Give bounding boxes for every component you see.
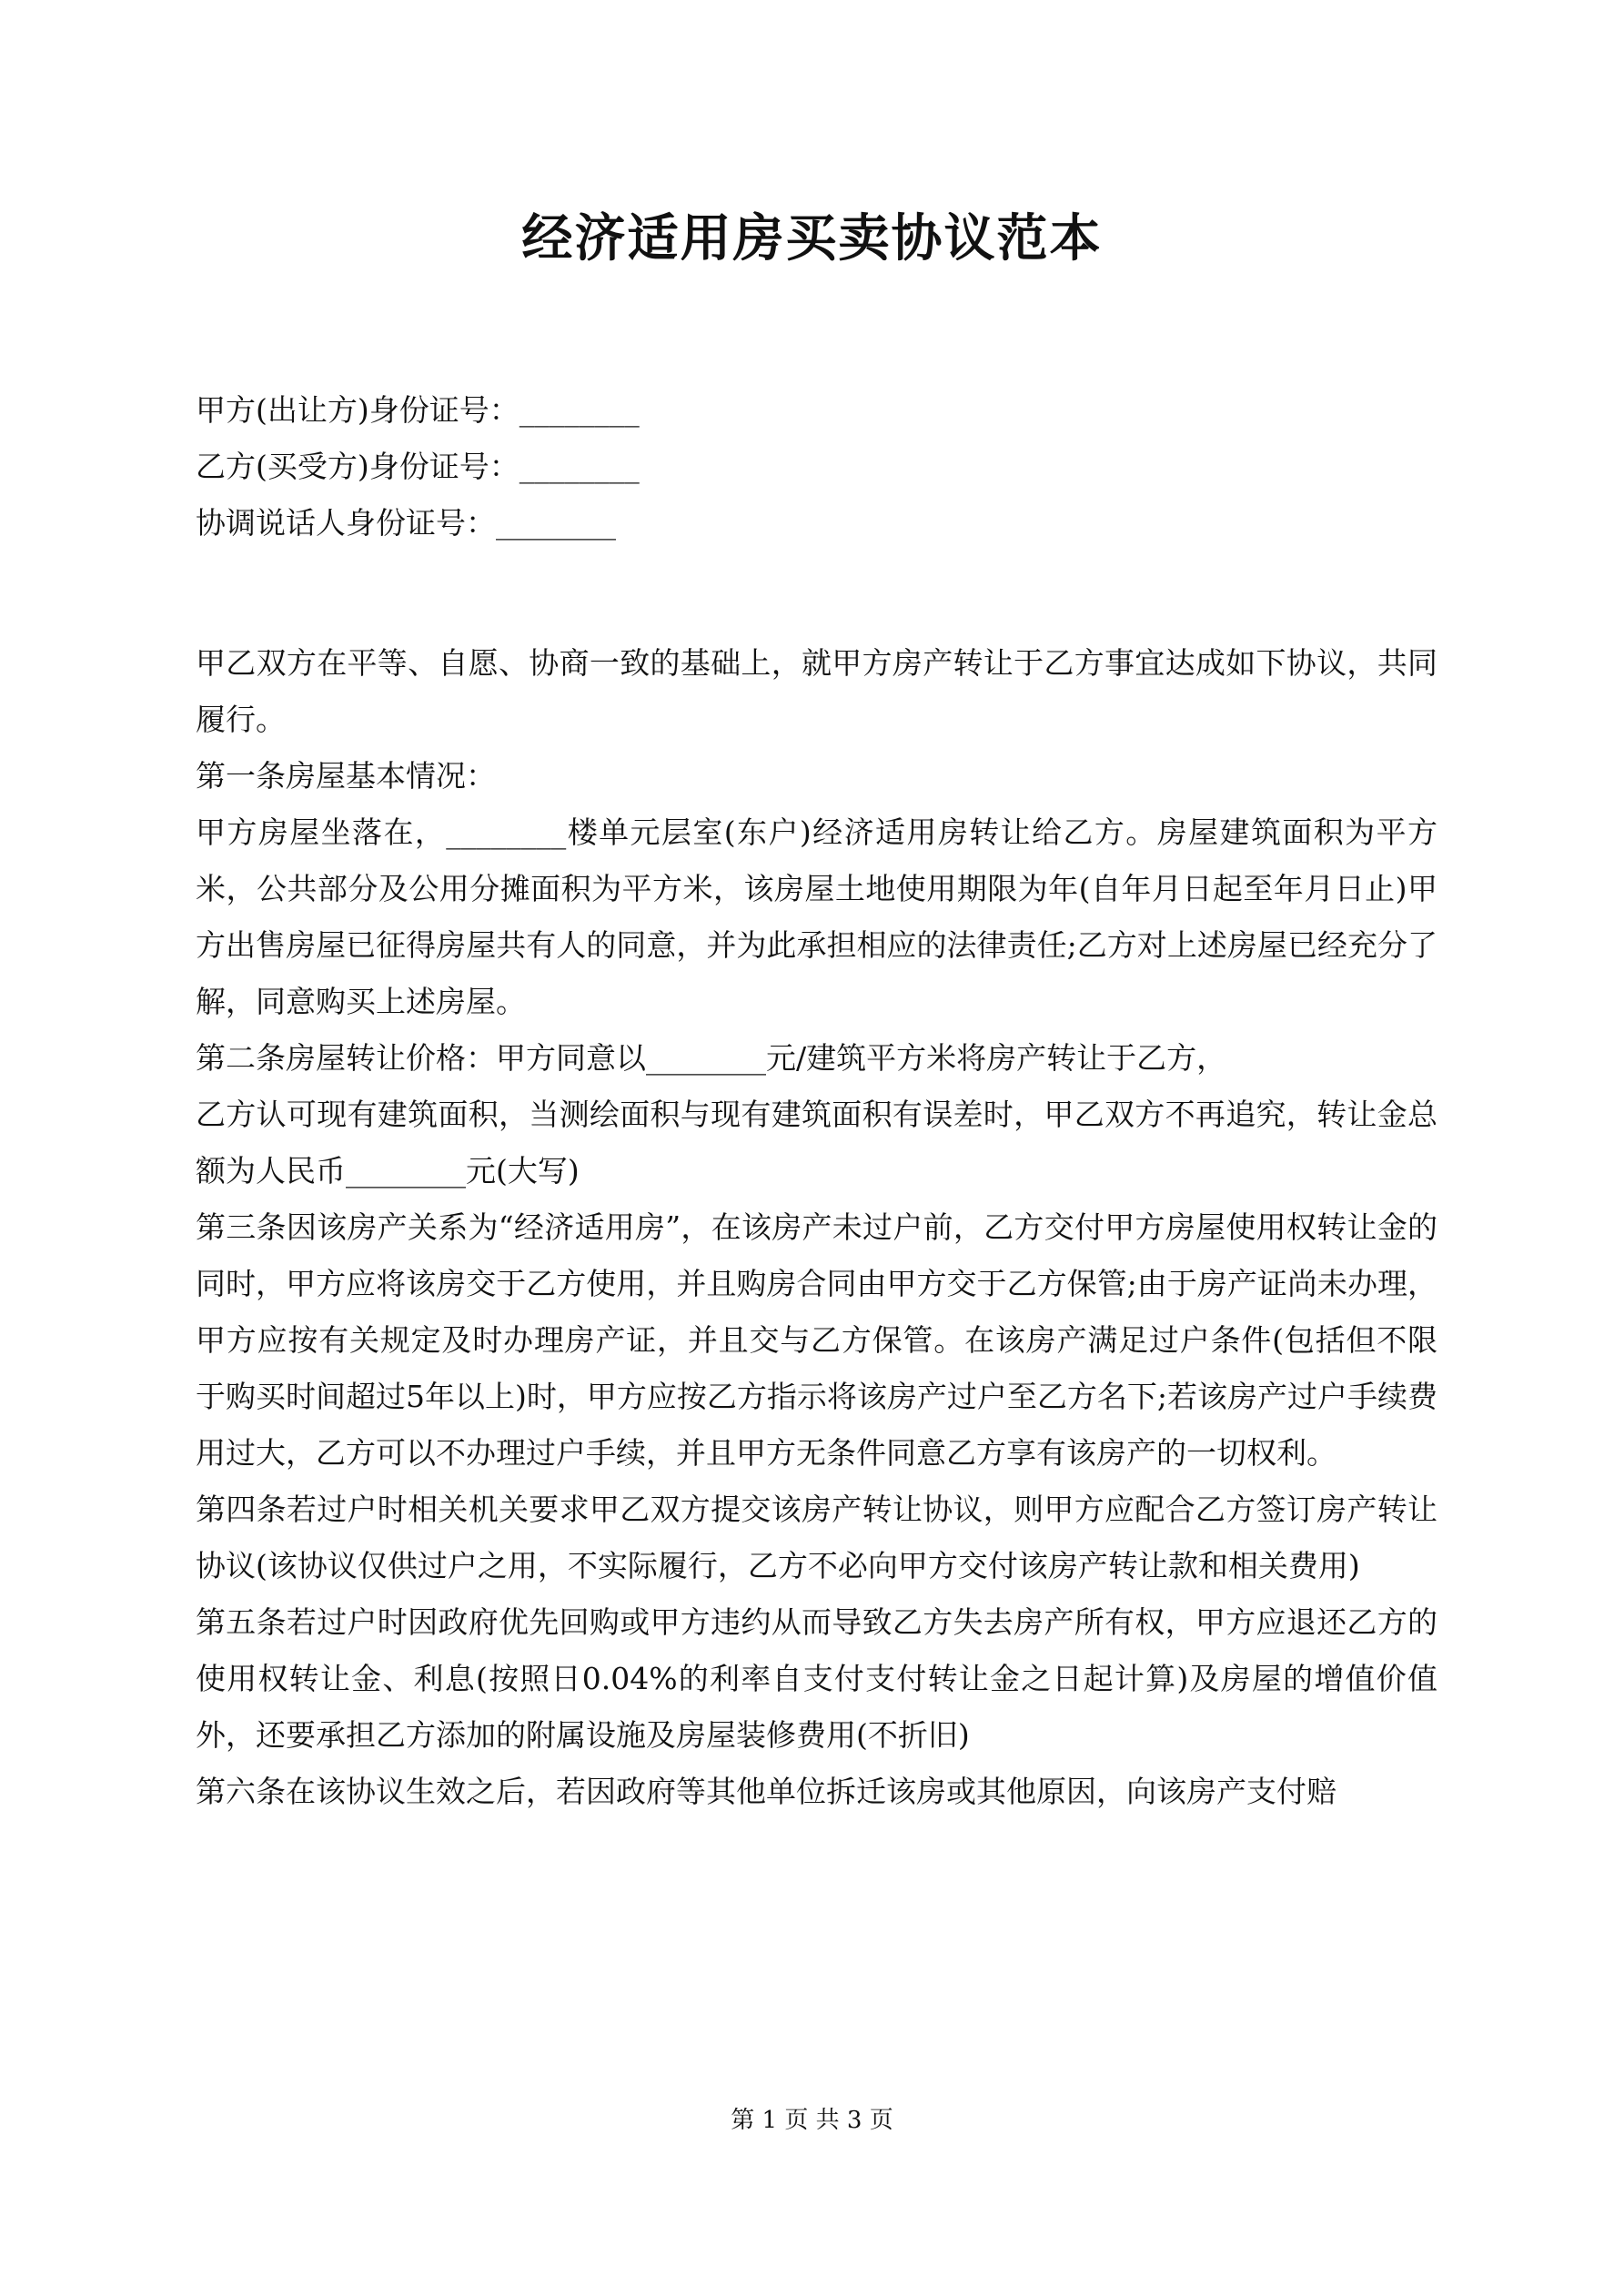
preamble-paragraph: 甲乙双方在平等、自愿、协商一致的基础上，就甲方房产转让于乙方事宜达成如下协议，共同履行。 <box>196 645 1437 737</box>
article-4-paragraph: 第四条若过户时相关机关要求甲乙双方提交该房产转让协议，则甲方应配合乙方签订房产转让协议(该协议仅供过户之用，不实际履行，乙方不必向甲方交付该房产转让款和相关费用) <box>196 1492 1437 1583</box>
party-a-id-line: 甲方(出让方)身份证号：________ <box>196 392 640 428</box>
article-2-paragraph: 第二条房屋转让价格：甲方同意以________元/建筑平方米将房产转让于乙方， <box>196 1040 1227 1076</box>
article-1-paragraph: 甲方房屋坐落在，________楼单元层室(东户)经济适用房转让给乙方。房屋建筑面积为平方米，公共部分及公用分摊面积为平方米，该房屋土地使用期限为年(自年月日起至年月日止)甲方出售房屋已征得房屋共有人的同意，并为此承担相应的法律责任;乙方对上述房屋已经充分了解，同意购买上述房屋。 <box>196 814 1437 1019</box>
agreement-body <box>196 635 1437 1820</box>
party-info-block <box>196 382 1469 551</box>
mediator-id-line: 协调说话人身份证号：________ <box>196 505 616 541</box>
article-2-continuation: 乙方认可现有建筑面积，当测绘面积与现有建筑面积有误差时，甲乙双方不再追究，转让金总额为人民币________元(大写) <box>196 1097 1437 1188</box>
article-5-paragraph: 第五条若过户时因政府优先回购或甲方违约从而导致乙方失去房产所有权，甲方应退还乙方的使用权转让金、利息(按照日0.04%的利率自支付支付转让金之日起计算)及房屋的增值价值外，还要承担乙方添加的附属设施及房屋装修费用(不折旧) <box>196 1604 1437 1753</box>
party-b-id-line: 乙方(买受方)身份证号：________ <box>196 449 640 484</box>
document-title: 经济适用房买卖协议范本 <box>521 208 1103 268</box>
page-number-footer: 第 1 页 共 3 页 <box>731 2107 893 2134</box>
article-6-paragraph: 第六条在该协议生效之后，若因政府等其他单位拆迁该房或其他原因，向该房产支付赔 <box>196 1774 1337 1809</box>
article-1-heading: 第一条房屋基本情况： <box>196 758 496 794</box>
article-3-paragraph: 第三条因该房产关系为“经济适用房”，在该房产未过户前，乙方交付甲方房屋使用权转让金的同时，甲方应将该房交于乙方使用，并且购房合同由甲方交于乙方保管;由于房产证尚未办理，甲方应按有关规定及时办理房产证，并且交与乙方保管。在该房产满足过户条件(包括但不限于购买时间超过5年以上)时，甲方应按乙方指示将该房产过户至乙方名下;若该房产过户手续费用过大，乙方可以不办理过户手续，并且甲方无条件同意乙方享有该房产的一切权利。 <box>196 1209 1437 1471</box>
